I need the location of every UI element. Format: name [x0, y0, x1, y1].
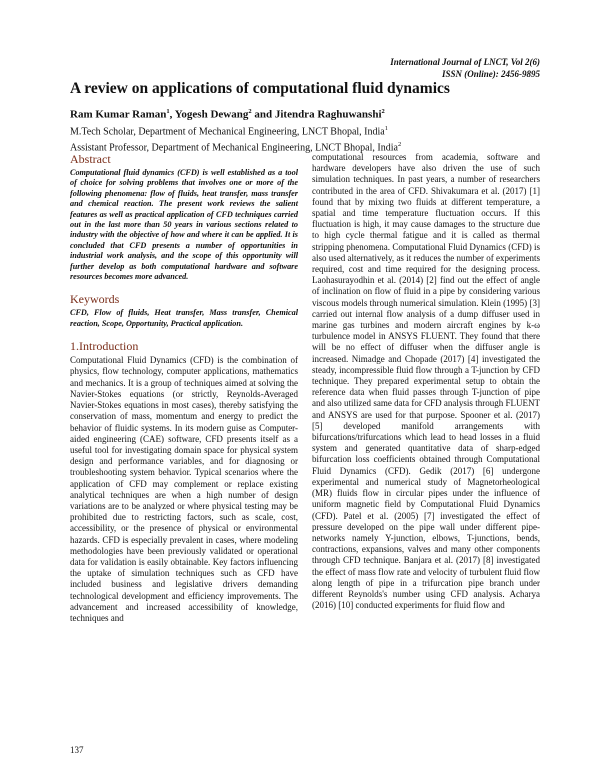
introduction-text: Computational Fluid Dynamics (CFD) is the combination of physics, flow technology, computer applications, mathematics and mechanics. It is a group of techniques aimed at solving the Navier-Stokes equations (or strictly, Reynolds-Averaged Navier-Stokes equations in most cases), thereby satisfying the conservation of mass, momentum and energy to predict the behavior of fluidic systems. In its modern guise as Computer-aided engineering (CAE) software, CFD presents itself as a useful tool for investigating domain space for physical system design and performance variables, and for diagnosing or troubleshooting system behavior. Typical scenarios where the application of CFD may complement or replace existing analytical techniques are when a high number of design variations are to be analyzed or where physical testing may be prohibited due to restricting factors, such as scale, cost, accessibility, or the presence of physical or environmental hazards. CFD is especially prevalent in cases, where modeling methodologies have been previously validated or operational data for validation is easily obtainable. Key factors influencing the uptake of simulation techniques such as CFD have included business and legislative drivers demanding technological development and efficiency improvements. The advancement and increased accessibility of knowledge, techniques and: [70, 355, 298, 623]
affiliation-2: Assistant Professor, Department of Mechanical Engineering, LNCT Bhopal, India$^2$: [70, 140, 402, 154]
author-block: [70, 106, 540, 155]
abstract-heading: Abstract: [70, 152, 111, 166]
introduction-heading: 1.Introduction: [70, 339, 139, 354]
left-column: [70, 152, 298, 624]
page-number: 137: [70, 745, 84, 755]
journal-header: [390, 56, 540, 80]
keywords-heading: Keywords: [70, 292, 120, 307]
journal-issn: ISSN (Online): 2456-9895: [441, 69, 540, 79]
abstract-text: Computational fluid dynamics (CFD) is well established as a tool of choice for solving problems that involves one or more of the following phenomena: flow of fluids, heat transfer, mass transfer and chemical reaction. The present work reviews the salient features as well as practical application of CFD techniques carried out in the last more than 50 years in various sections related to industry with the objective of how and where it can be applied. It is concluded that CFD presents a number of opportunities in industrial work analysis, and the scope of this opportunity will further develop as both computational hardware and software resources becomes more advanced.: [70, 168, 298, 282]
affiliation-1: M.Tech Scholar, Department of Mechanical Engineering, LNCT Bhopal, India$^1$: [70, 125, 388, 138]
journal-name: International Journal of LNCT, Vol 2(6): [390, 57, 540, 67]
right-column-text: computational resources from academia, software and hardware developers have also driven the use of such simulation techniques. In past years, a number of researchers contributed in the area of CFD. Shivakumara et al. (2017) [1] found that by mixing two fluids at different temperature, a spatial and time temperature fluctuation occurs. If this fluctuation is high, it may cause damages to the structure due to high cycle thermal fatigue and it is called as thermal stripping phenomena. Computational Fluid Dynamics (CFD) is also used alternatively, as it reduces the number of experiments required, cost and time required for the designing process. Laohasurayodhin et al. (2014) [2] find out the effect of angle of inclination on flow of fluid in a pipe by considering various viscous models through numerical simulation. Klein (1995) [3] carried out internal flow analysis of a dump diffuser used in marine gas turbines and modern aircraft engines by k-ω turbulence model in ANSYS FLUENT. They found that there will be no effect of diffuser when the diffuser angle is increased. Nimadge and Chopade (2017) [4] investigated the steady, incompressible fluid flow through a T-junction by CFD technique. They prepared experimental setup to obtain the reference data when fluid passes through T-junction of pipe and also utilized same data for CFD analysis through FLUENT and ANSYS are used for that purpose. Spooner et al. (2017) [5] developed manifold arrangements with bifurcations/trifurcations which lead to head losses in a fluid system and generated quantitative data of sharp-edged bifurcation loss coefficients obtained through Computational Fluid Dynamics (CFD). Gedik (2017) [6] undergone experimental and numerical study of Magnetorheological (MR) fluids flow in circular pipes under the influence of uniform magnetic field by Computational Fluid Dynamics (CFD). Patel et al. (2005) [7] investigated the effect of pressure developed on the pipe wall under different pipe-networks namely Y-junction, elbows, T-junctions, bends, contractions, expansions, valves and many other components through CFD technique. Banjara et al. (2017) [8] investigated the effect of mass flow rate and velocity of turbulent fluid flow along length of pipe in a trifurcation pipe branch under different Reynolds's number using CFD analysis. Acharya (2016) [10] conducted experiments for fluid flow and: [312, 152, 540, 611]
right-column: [312, 152, 540, 611]
author-names: Ram Kumar Raman$^1$, Yogesh Dewang$^2$ and Jitendra Raghuwanshi$^2$: [70, 108, 385, 121]
keywords-text: CFD, Flow of fluids, Heat transfer, Mass transfer, Chemical reaction, Scope, Opportunity, Practical application.: [70, 308, 298, 328]
paper-title: A review on applications of computational fluid dynamics: [70, 80, 450, 97]
